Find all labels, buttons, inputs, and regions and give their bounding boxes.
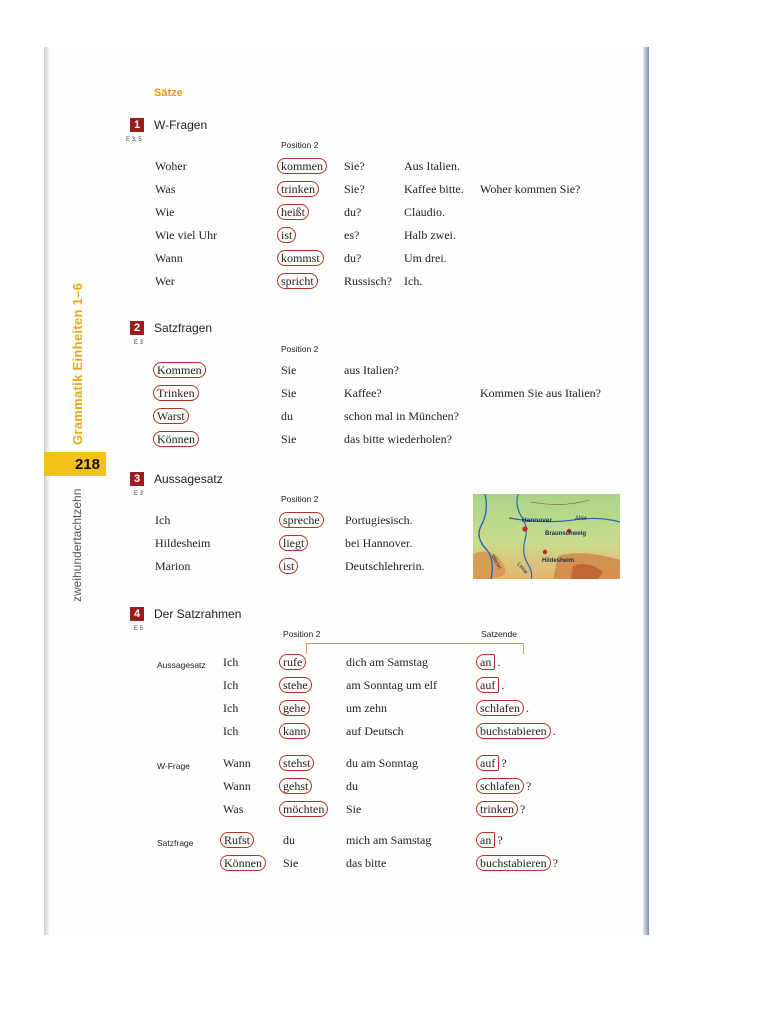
punctuation: ? <box>501 756 507 770</box>
satzrahmen-bracket <box>306 643 524 654</box>
middle-field-text: auf Deutsch <box>346 724 404 738</box>
sentence-end-text: schlafen <box>476 778 524 794</box>
interrogative-word-text: Wer <box>155 274 175 288</box>
subject <box>281 363 296 378</box>
middle-field <box>346 678 437 693</box>
section-2-title: Satzfragen <box>154 321 213 335</box>
punctuation: . <box>552 724 556 738</box>
answer-text: Um drei. <box>404 251 447 265</box>
hildesheim-marker <box>543 550 547 554</box>
verb-position-1 <box>157 363 206 378</box>
answer <box>404 159 460 174</box>
verb-position-2 <box>281 274 318 289</box>
map-label-weser: Weser <box>489 554 503 571</box>
first-element <box>223 779 251 794</box>
sentence-end-text: trinken <box>476 801 518 817</box>
map-label-aller: Aller <box>575 516 588 522</box>
rest-of-sentence <box>345 559 425 574</box>
middle-field-text: um zehn <box>346 701 387 715</box>
verb-position-2-text: liegt <box>279 535 308 551</box>
verb-position-1-text: Können <box>153 431 199 447</box>
section-2-number: 2 <box>130 321 144 335</box>
subject-text: du <box>281 409 293 423</box>
sentence-end-text: auf <box>476 755 499 771</box>
verb-position-2 <box>283 513 324 528</box>
verb-position-2 <box>283 756 314 771</box>
first-element-text: Ich <box>223 701 239 715</box>
verb-position-2-text: möchten <box>279 801 328 817</box>
rest-of-sentence-text: aus Italien? <box>344 363 399 377</box>
sentence-end-text: schlafen <box>476 700 524 716</box>
subject-text: Sie <box>283 856 299 870</box>
answer-text: Halb zwei. <box>404 228 456 242</box>
interrogative-word-text: Woher <box>155 159 187 173</box>
verb-position-1 <box>224 833 254 848</box>
interrogative-word-text: Wie viel Uhr <box>155 228 218 242</box>
verb-position-2 <box>283 802 328 817</box>
subject-text: Sie <box>281 363 297 377</box>
verb-position-1 <box>157 432 199 447</box>
verb-position-2-text: gehe <box>279 700 310 716</box>
section-1-number: 1 <box>130 118 144 132</box>
subject-text: Sie? <box>344 182 365 196</box>
sentence-end <box>480 655 500 670</box>
first-element <box>223 701 238 716</box>
answer-text: Aus Italien. <box>404 159 460 173</box>
sentence-end <box>480 756 507 771</box>
section-3-position-label: Position 2 <box>281 494 319 504</box>
subject-text: Marion <box>155 559 191 573</box>
verb-position-2-text: spreche <box>279 512 324 528</box>
first-element-text: Was <box>223 802 244 816</box>
rest-of-sentence-text: Portugiesisch. <box>345 513 413 527</box>
verb-position-2-text: trinken <box>277 181 319 197</box>
verb-position-2-text: kommst <box>277 250 324 266</box>
interrogative-word <box>155 205 175 220</box>
subject <box>283 856 298 871</box>
subject <box>281 432 296 447</box>
section-4-title: Der Satzrahmen <box>154 607 242 621</box>
answer <box>404 274 422 289</box>
interrogative-word-text: Was <box>155 182 176 196</box>
first-element <box>223 655 238 670</box>
interrogative-word <box>155 159 187 174</box>
verb-position-1-text: Kommen <box>153 362 206 378</box>
sentence-type-label: W-Frage <box>157 761 190 771</box>
rest-of-sentence <box>345 513 413 528</box>
interrogative-word <box>155 228 217 243</box>
answer-text: Ich. <box>404 274 423 288</box>
verb-position-2 <box>283 701 310 716</box>
section-4-ref: E 5 <box>134 626 144 632</box>
verb-position-2 <box>281 228 296 243</box>
middle-field <box>346 724 404 739</box>
section-1-position-label: Position 2 <box>281 140 319 150</box>
interrogative-word-text: Wann <box>155 251 183 265</box>
page-number-words: zweihundertachtzehn <box>70 488 84 602</box>
middle-field <box>346 833 431 848</box>
example-question-text: Kommen Sie aus Italien? <box>480 386 601 400</box>
verb-position-2-text: stehe <box>279 677 312 693</box>
verb-position-1 <box>224 856 266 871</box>
verb-position-2-text: stehst <box>279 755 314 771</box>
verb-position-1-text: Trinken <box>153 385 199 401</box>
sentence-type-label: Aussagesatz <box>157 660 206 670</box>
interrogative-word <box>155 182 175 197</box>
subject <box>155 536 210 551</box>
first-element <box>223 724 238 739</box>
subject <box>344 205 361 220</box>
section-3-title: Aussagesatz <box>154 472 223 486</box>
verb-position-2 <box>281 205 309 220</box>
sentence-end <box>480 724 556 739</box>
rest-of-sentence-text: bei Hannover. <box>345 536 413 550</box>
sentence-end <box>480 701 529 716</box>
subject-text: Ich <box>155 513 171 527</box>
verb-position-2-text: spricht <box>277 273 318 289</box>
subject <box>344 251 361 266</box>
middle-field <box>346 701 387 716</box>
verb-position-2 <box>283 779 312 794</box>
verb-position-2-text: kommen <box>277 158 327 174</box>
section-2-position-label: Position 2 <box>281 344 319 354</box>
subject <box>155 513 170 528</box>
section-3-number: 3 <box>130 472 144 486</box>
verb-position-2-text: heißt <box>277 204 309 220</box>
rest-of-sentence-text: Deutschlehrerin. <box>345 559 425 573</box>
middle-field <box>346 756 418 771</box>
middle-field-text: du <box>346 779 358 793</box>
subject <box>344 228 359 243</box>
interrogative-word <box>155 274 175 289</box>
verb-position-2 <box>281 182 319 197</box>
rest-of-sentence <box>344 386 382 401</box>
section-2-ref: E 3 <box>134 340 144 346</box>
subject-text: du <box>283 833 295 847</box>
sentence-end-text: buchstabieren <box>476 855 551 871</box>
page-number-badge: 218 <box>44 452 106 476</box>
map-label-leine: Leine <box>515 561 529 576</box>
section-1-title: W-Fragen <box>154 118 208 132</box>
rest-of-sentence-text: Kaffee? <box>344 386 382 400</box>
middle-field-text: Sie <box>346 802 362 816</box>
section-4-position-label: Position 2 <box>283 629 321 639</box>
region-map <box>473 494 620 579</box>
rest-of-sentence <box>345 536 412 551</box>
map-label-hildesheim: Hildesheim <box>542 558 575 564</box>
verb-position-2-text: ist <box>279 558 298 574</box>
verb-position-1-text: Können <box>220 855 266 871</box>
first-element <box>223 678 238 693</box>
rest-of-sentence <box>344 409 459 424</box>
verb-position-2 <box>281 159 327 174</box>
map-label-hannover: Hannover <box>522 517 552 524</box>
sentence-end <box>480 833 503 848</box>
verb-position-2 <box>283 678 312 693</box>
answer-text: Kaffee bitte. <box>404 182 464 196</box>
sentence-end <box>480 802 525 817</box>
verb-position-2-text: ist <box>277 227 296 243</box>
page-gutter-shadow <box>44 47 50 935</box>
example-question <box>480 182 580 197</box>
sentence-end-text: an <box>476 654 495 670</box>
subject-text: Sie? <box>344 159 365 173</box>
rest-of-sentence-text: schon mal in München? <box>344 409 459 423</box>
middle-field-text: dich am Samstag <box>346 655 428 669</box>
answer <box>404 182 464 197</box>
rest-of-sentence-text: das bitte wiederholen? <box>344 432 452 446</box>
verb-position-2-text: kann <box>279 723 310 739</box>
first-element <box>223 802 243 817</box>
rest-of-sentence <box>344 432 452 447</box>
verb-position-2 <box>283 536 308 551</box>
rest-of-sentence <box>344 363 399 378</box>
subject <box>344 182 365 197</box>
section-3-ref: E 3 <box>134 491 144 497</box>
answer <box>404 205 445 220</box>
subject-text: du? <box>344 205 362 219</box>
first-element <box>223 756 251 771</box>
first-element-text: Wann <box>223 779 251 793</box>
middle-field <box>346 856 386 871</box>
punctuation: . <box>501 678 505 692</box>
subject <box>155 559 190 574</box>
first-element-text: Ich <box>223 724 239 738</box>
middle-field <box>346 655 428 670</box>
middle-field-text: am Sonntag um elf <box>346 678 437 692</box>
verb-position-2-text: rufe <box>279 654 306 670</box>
interrogative-word <box>155 251 183 266</box>
map-label-braunschweig: Braunschweig <box>545 531 587 537</box>
sentence-end-text: auf <box>476 677 499 693</box>
region-map-image <box>473 494 620 579</box>
subject <box>281 386 296 401</box>
middle-field <box>346 802 361 817</box>
verb-position-2 <box>283 559 298 574</box>
example-question-text: Woher kommen Sie? <box>480 182 581 196</box>
subject-text: Sie <box>281 386 297 400</box>
verb-position-1-text: Rufst <box>220 832 254 848</box>
side-chapter-title: Grammatik Einheiten 1–6 <box>70 282 85 445</box>
answer-text: Claudio. <box>404 205 445 219</box>
subject-text: Sie <box>281 432 297 446</box>
verb-position-2 <box>283 655 306 670</box>
interrogative-word-text: Wie <box>155 205 175 219</box>
subject <box>344 274 392 289</box>
answer <box>404 251 447 266</box>
section-heading: Sätze <box>154 87 183 99</box>
verb-position-2 <box>281 251 324 266</box>
middle-field-text: du am Sonntag <box>346 756 418 770</box>
section-1-ref: E 3, 5 <box>126 137 142 143</box>
subject-text: Russisch? <box>344 274 392 288</box>
punctuation: . <box>525 701 529 715</box>
sentence-end-text: buchstabieren <box>476 723 551 739</box>
sentence-end <box>480 779 531 794</box>
verb-position-1 <box>157 386 199 401</box>
subject <box>283 833 295 848</box>
section-4-number: 4 <box>130 607 144 621</box>
middle-field-text: das bitte <box>346 856 387 870</box>
answer <box>404 228 456 243</box>
first-element-text: Ich <box>223 655 239 669</box>
section-4-satzende-label: Satzende <box>481 629 517 639</box>
sentence-end <box>480 856 558 871</box>
first-element-text: Wann <box>223 756 251 770</box>
subject-text: Hildesheim <box>155 536 211 550</box>
middle-field-text: mich am Samstag <box>346 833 432 847</box>
verb-position-1-text: Warst <box>153 408 189 424</box>
example-question <box>480 386 601 401</box>
first-element-text: Ich <box>223 678 239 692</box>
hannover-marker <box>522 526 527 531</box>
sentence-type-label: Satzfrage <box>157 838 194 848</box>
punctuation: ? <box>552 856 558 870</box>
punctuation: ? <box>497 833 503 847</box>
subject-text: du? <box>344 251 362 265</box>
verb-position-1 <box>157 409 189 424</box>
subject-text: es? <box>344 228 360 242</box>
subject <box>281 409 293 424</box>
punctuation: ? <box>520 802 526 816</box>
sentence-end <box>480 678 504 693</box>
punctuation: ? <box>525 779 532 793</box>
middle-field <box>346 779 358 794</box>
punctuation: . <box>497 655 501 669</box>
verb-position-2-text: gehst <box>279 778 312 794</box>
verb-position-2 <box>283 724 310 739</box>
sentence-end-text: an <box>476 832 495 848</box>
subject <box>344 159 365 174</box>
page-right-edge <box>643 47 649 935</box>
